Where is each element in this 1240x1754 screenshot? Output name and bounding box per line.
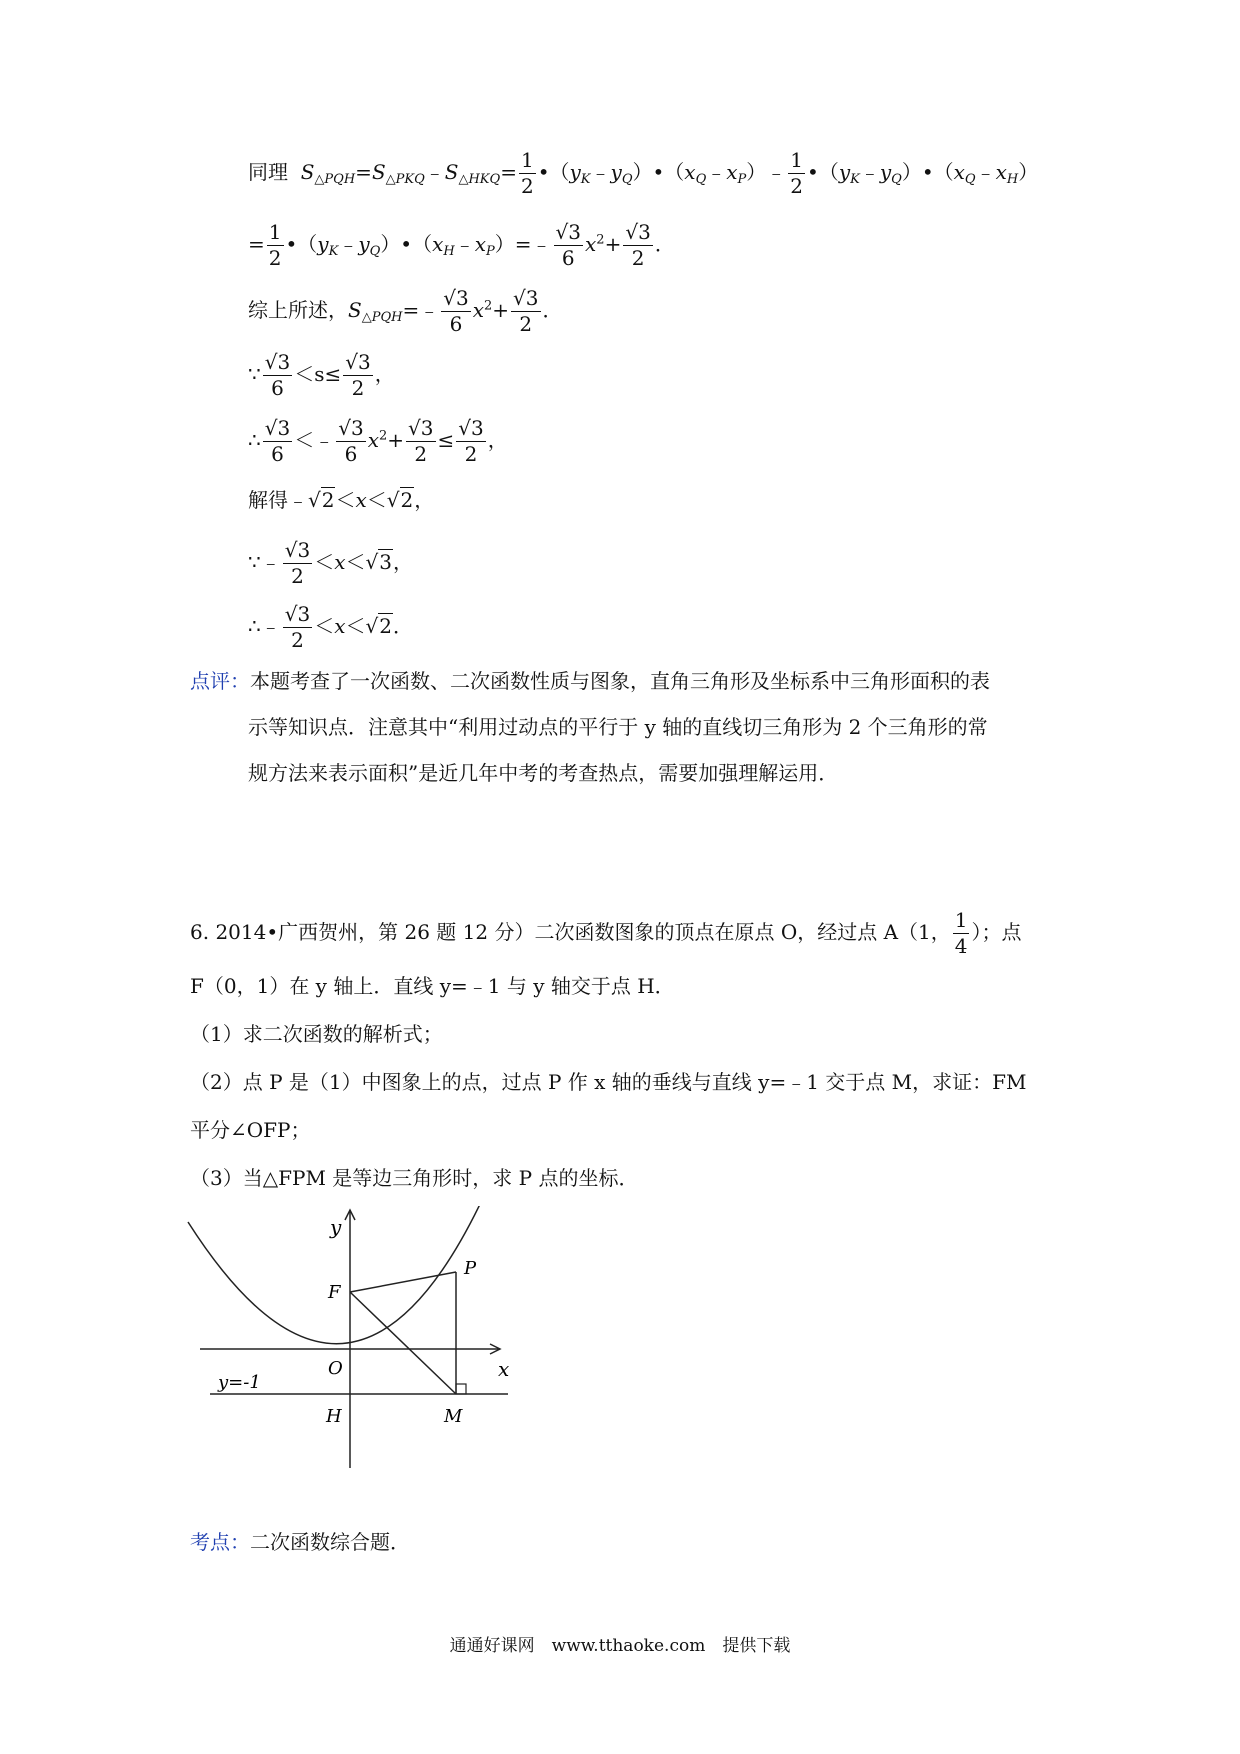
problem-q2a: （2）点 P 是（1）中图象上的点，过点 P 作 x 轴的垂线与直线 y=﹣1 交于点 M，求证：FM (190, 1070, 1027, 1094)
formula-line-6: ﹣√2＜x＜√2， (288, 488, 435, 512)
formula-line-8: ﹣ $\frac{√3}{2}$ ＜x＜√2． (260, 602, 413, 652)
label-line-y-minus-1: y=-1 (218, 1372, 261, 1393)
label-m: M (444, 1406, 463, 1427)
problem-q2b: 平分∠OFP； (190, 1118, 311, 1142)
solution-line-2 (248, 222, 675, 269)
segment-fm (350, 1292, 456, 1394)
solution-line-6 (248, 490, 434, 510)
segment-fp (350, 1272, 456, 1292)
tongli-label: 同理 (248, 160, 288, 184)
right-angle-mark (456, 1384, 466, 1394)
comment-line-2: 示等知识点．注意其中“利用过动点的平行于 y 轴的直线切三角形为 2 个三角形的常 (248, 715, 988, 739)
solution-line-1 (248, 150, 1038, 197)
kaodian-label: 考点： (190, 1530, 250, 1554)
kaodian-line (190, 1532, 410, 1552)
formula-line-4: ∵ $\frac{√3}{6}$ ＜s≤ $\frac{√3}{2}$ ， (248, 350, 395, 400)
label-y: y (330, 1215, 342, 1239)
fraction-one-quarter: $\frac{1}{4}$ (954, 908, 968, 958)
problem-q3: （3）当△FPM 是等边三角形时，求 P 点的坐标． (190, 1166, 639, 1190)
label-f: F (328, 1282, 341, 1303)
label-x: x (498, 1357, 510, 1381)
label-p: P (464, 1258, 477, 1279)
solution-line-7 (248, 540, 413, 587)
formula-line-7: ﹣ $\frac{√3}{2}$ ＜x＜√3， (260, 538, 413, 588)
footer-text: 通通好课网 www.tthaoke.com 提供下载 (449, 1636, 791, 1656)
solution-line-3 (248, 288, 563, 335)
comment-line-1: 点评：本题考查了一次函数、二次函数性质与图象，直角三角形及坐标系中三角形面积的表 (190, 669, 990, 693)
formula-s-pqh: $S_{\triangle PQH}=S_{\triangle PKQ}﹣S_{\triangle HKQ}=$ $\frac{1}{2}$ $•(y_K﹣y_Q)•(x_Q﹣x_P)﹣$ $\frac{1}{2}$ $•(y_K﹣y_Q)•(x_Q﹣x_H)$ (300, 148, 1039, 198)
formula-line-2: $\frac{1}{2}$ $•(y_K﹣y_Q)•(x_H﹣x_P)=﹣$ $\frac{√3}{6}$ $x^2+$ $\frac{√3}{2}$ ． (268, 220, 675, 270)
summary-label: 综上所述， (248, 298, 348, 322)
solution-line-8 (248, 604, 413, 651)
problem-intro: 6. 2014•广西贺州，第 26 题 12 分）二次函数图象的顶点在原点 O，经过点 A（1， $\frac{1}{4}$ ）；点 (190, 908, 1022, 958)
solution-line-5 (248, 418, 508, 465)
kaodian-text: 二次函数综合题． (250, 1530, 410, 1554)
because-sign: ∵ (248, 550, 261, 574)
formula-line-3: $S_{\triangle PQH}=﹣$ $\frac{√3}{6}$ $x^2+$ $\frac{√3}{2}$ ． (348, 286, 563, 336)
label-o: O (328, 1358, 343, 1379)
label-h: H (326, 1406, 342, 1427)
comment-block (190, 658, 1090, 796)
formula-line-5: ∴ $\frac{√3}{6}$ ＜﹣ $\frac{√3}{6}$ $x^2+$ $\frac{√3}{2}$ ≤ $\frac{√3}{2}$ ， (248, 416, 508, 466)
comment-line-3: 规方法来表示面积”是近几年中考的考查热点，需要加强理解运用． (248, 761, 839, 785)
parabola-figure (180, 1206, 520, 1476)
equals-sign: = (248, 232, 265, 256)
comment-label: 点评： (190, 669, 250, 693)
therefore-sign: ∴ (248, 614, 261, 638)
solution-line-4 (248, 352, 395, 399)
problem-q1: （1）求二次函数的解析式； (190, 1022, 443, 1046)
jiede-label: 解得 (248, 488, 288, 512)
problem-line-2: F（0，1）在 y 轴上．直线 y=﹣1 与 y 轴交于点 H． (190, 974, 675, 998)
